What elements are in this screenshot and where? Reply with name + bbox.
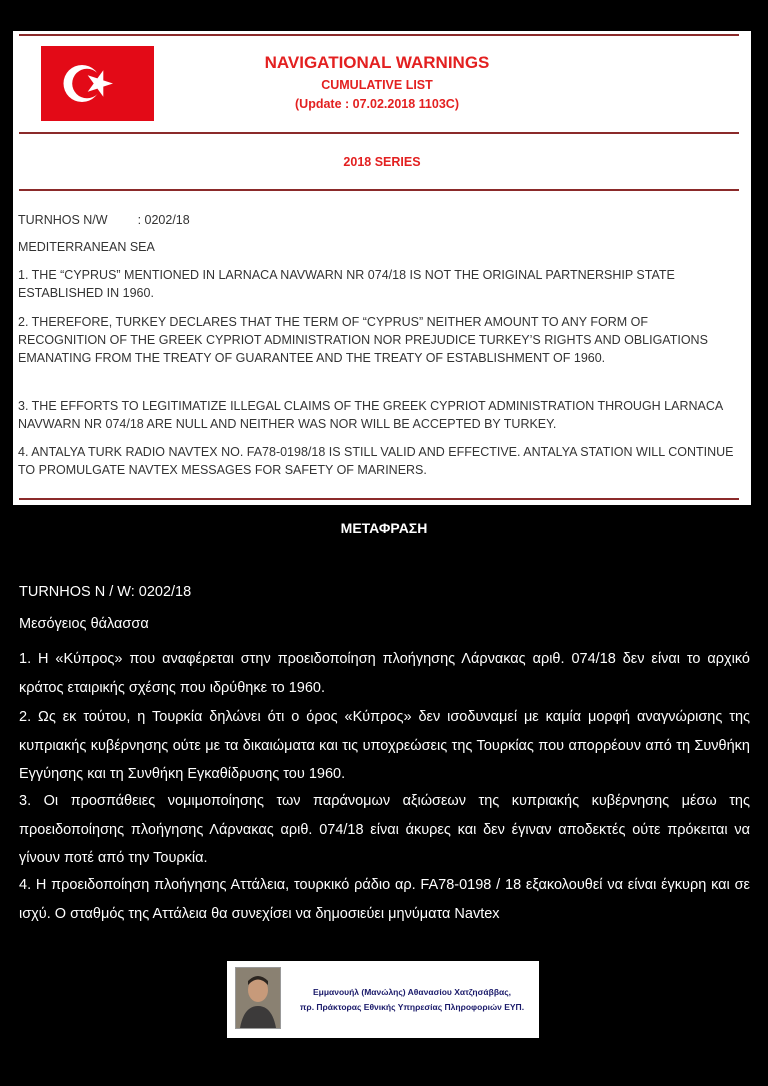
author-signature bbox=[227, 961, 539, 1038]
translation-item: 3. Οι προσπάθειες νομιμοποίησης των παράνομων αξιώσεων της κυπριακής κυβέρνησης μέσω της προειδοποίησης πλοήγησης Λάρνακας αριθ. 074/18 είναι άκυρες και δεν έγιναν αποδεκτές ούτε πρόκειται να γίνουν ποτέ από την Τουρκία. bbox=[19, 793, 750, 866]
warning-reference bbox=[18, 211, 736, 229]
reference-value: : 0202/18 bbox=[137, 213, 190, 227]
translation-item: 4. Η προειδοποίηση πλοήγησης Αττάλεια, τουρκικό ράδιο αρ. FA78-0198 / 18 εξακολουθεί να είναι έγκυρη και σε ισχύ. Ο σταθμός της Αττάλεια θα συνεχίσει να δημοσιεύει μηνύματα Navtex bbox=[19, 877, 750, 922]
divider bbox=[19, 34, 739, 36]
warning-area: MEDITERRANEAN SEA bbox=[18, 240, 155, 254]
warning-item: 3. THE EFFORTS TO LEGITIMATIZE ILLEGAL CLAIMS OF THE GREEK CYPRIOT ADMINISTRATION THROUGH LARNACA NAVWARN NR 074/18 ARE NULL AND NEITHER WAS NOR WILL BE ACCEPTED BY TURKEY. bbox=[18, 399, 723, 431]
turkish-flag-icon bbox=[41, 46, 154, 121]
page-subtitle: CUMULATIVE LIST bbox=[321, 78, 433, 92]
reference-label: TURNHOS N/W bbox=[18, 213, 108, 227]
translation-heading: ΜΕΤΑΦΡΑΣΗ bbox=[340, 520, 428, 536]
divider bbox=[19, 498, 739, 500]
author-photo bbox=[235, 967, 281, 1029]
translation-item: 2. Ως εκ τούτου, η Τουρκία δηλώνει ότι ο όρος «Κύπρος» δεν ισοδυναμεί με καμία μορφή αναγνώρισης της κυπριακής κυβέρνησης ούτε με τα δικαιώματα και τις υποχρεώσεις της Τουρκίας που απορρέουν από τη Συνθήκη Εγγύησης και τη Συνθήκη Εγκαθίδρυσης του 1960. bbox=[19, 709, 750, 782]
author-title: πρ. Πράκτορας Εθνικής Υπηρεσίας Πληροφοριών ΕΥΠ. bbox=[299, 1002, 525, 1012]
update-date: (Update : 07.02.2018 1103C) bbox=[295, 97, 459, 111]
divider bbox=[19, 189, 739, 191]
translation-reference: TURNHOS N / W: 0202/18 bbox=[19, 584, 192, 600]
translation-item: 1. Η «Κύπρος» που αναφέρεται στην προειδοποίηση πλοήγησης Λάρνακας αριθ. 074/18 δεν είναι το αρχικό κράτος εταιρικής σχέσης που ιδρύθηκε το 1960. bbox=[19, 651, 750, 696]
warning-item: 1. THE “CYPRUS” MENTIONED IN LARNACA NAVWARN NR 074/18 IS NOT THE ORIGINAL PARTNERSHIP STATE ESTABLISHED IN 1960. bbox=[18, 268, 675, 300]
warning-item: 4. ANTALYA TURK RADIO NAVTEX NO. FA78-0198/18 IS STILL VALID AND EFFECTIVE. ANTALYA STATION WILL CONTINUE TO PROMULGATE NAVTEX MESSAGES FOR SAFETY OF MARINERS. bbox=[18, 445, 734, 477]
author-name: Εμμανουήλ (Μανώλης) Αθανασίου Χατζησάββας, bbox=[312, 987, 512, 997]
warning-item: 2. THEREFORE, TURKEY DECLARES THAT THE TERM OF “CYPRUS” NEITHER AMOUNT TO ANY FORM OF RECOGNITION OF THE GREEK CYPRIOT ADMINISTRATION NOR PREJUDICE TURKEY’S RIGHTS AND OBLIGATIONS EMANATING FROM THE TREATY OF GUARANTEE AND THE TREATY OF ESTABLISHMENT OF 1960. bbox=[18, 315, 708, 365]
series-label: 2018 SERIES bbox=[343, 155, 421, 169]
page-title: NAVIGATIONAL WARNINGS bbox=[264, 53, 490, 72]
navigational-warning-notice bbox=[13, 31, 751, 505]
translation-area: Μεσόγειος θάλασσα bbox=[19, 616, 149, 632]
divider bbox=[19, 132, 739, 134]
